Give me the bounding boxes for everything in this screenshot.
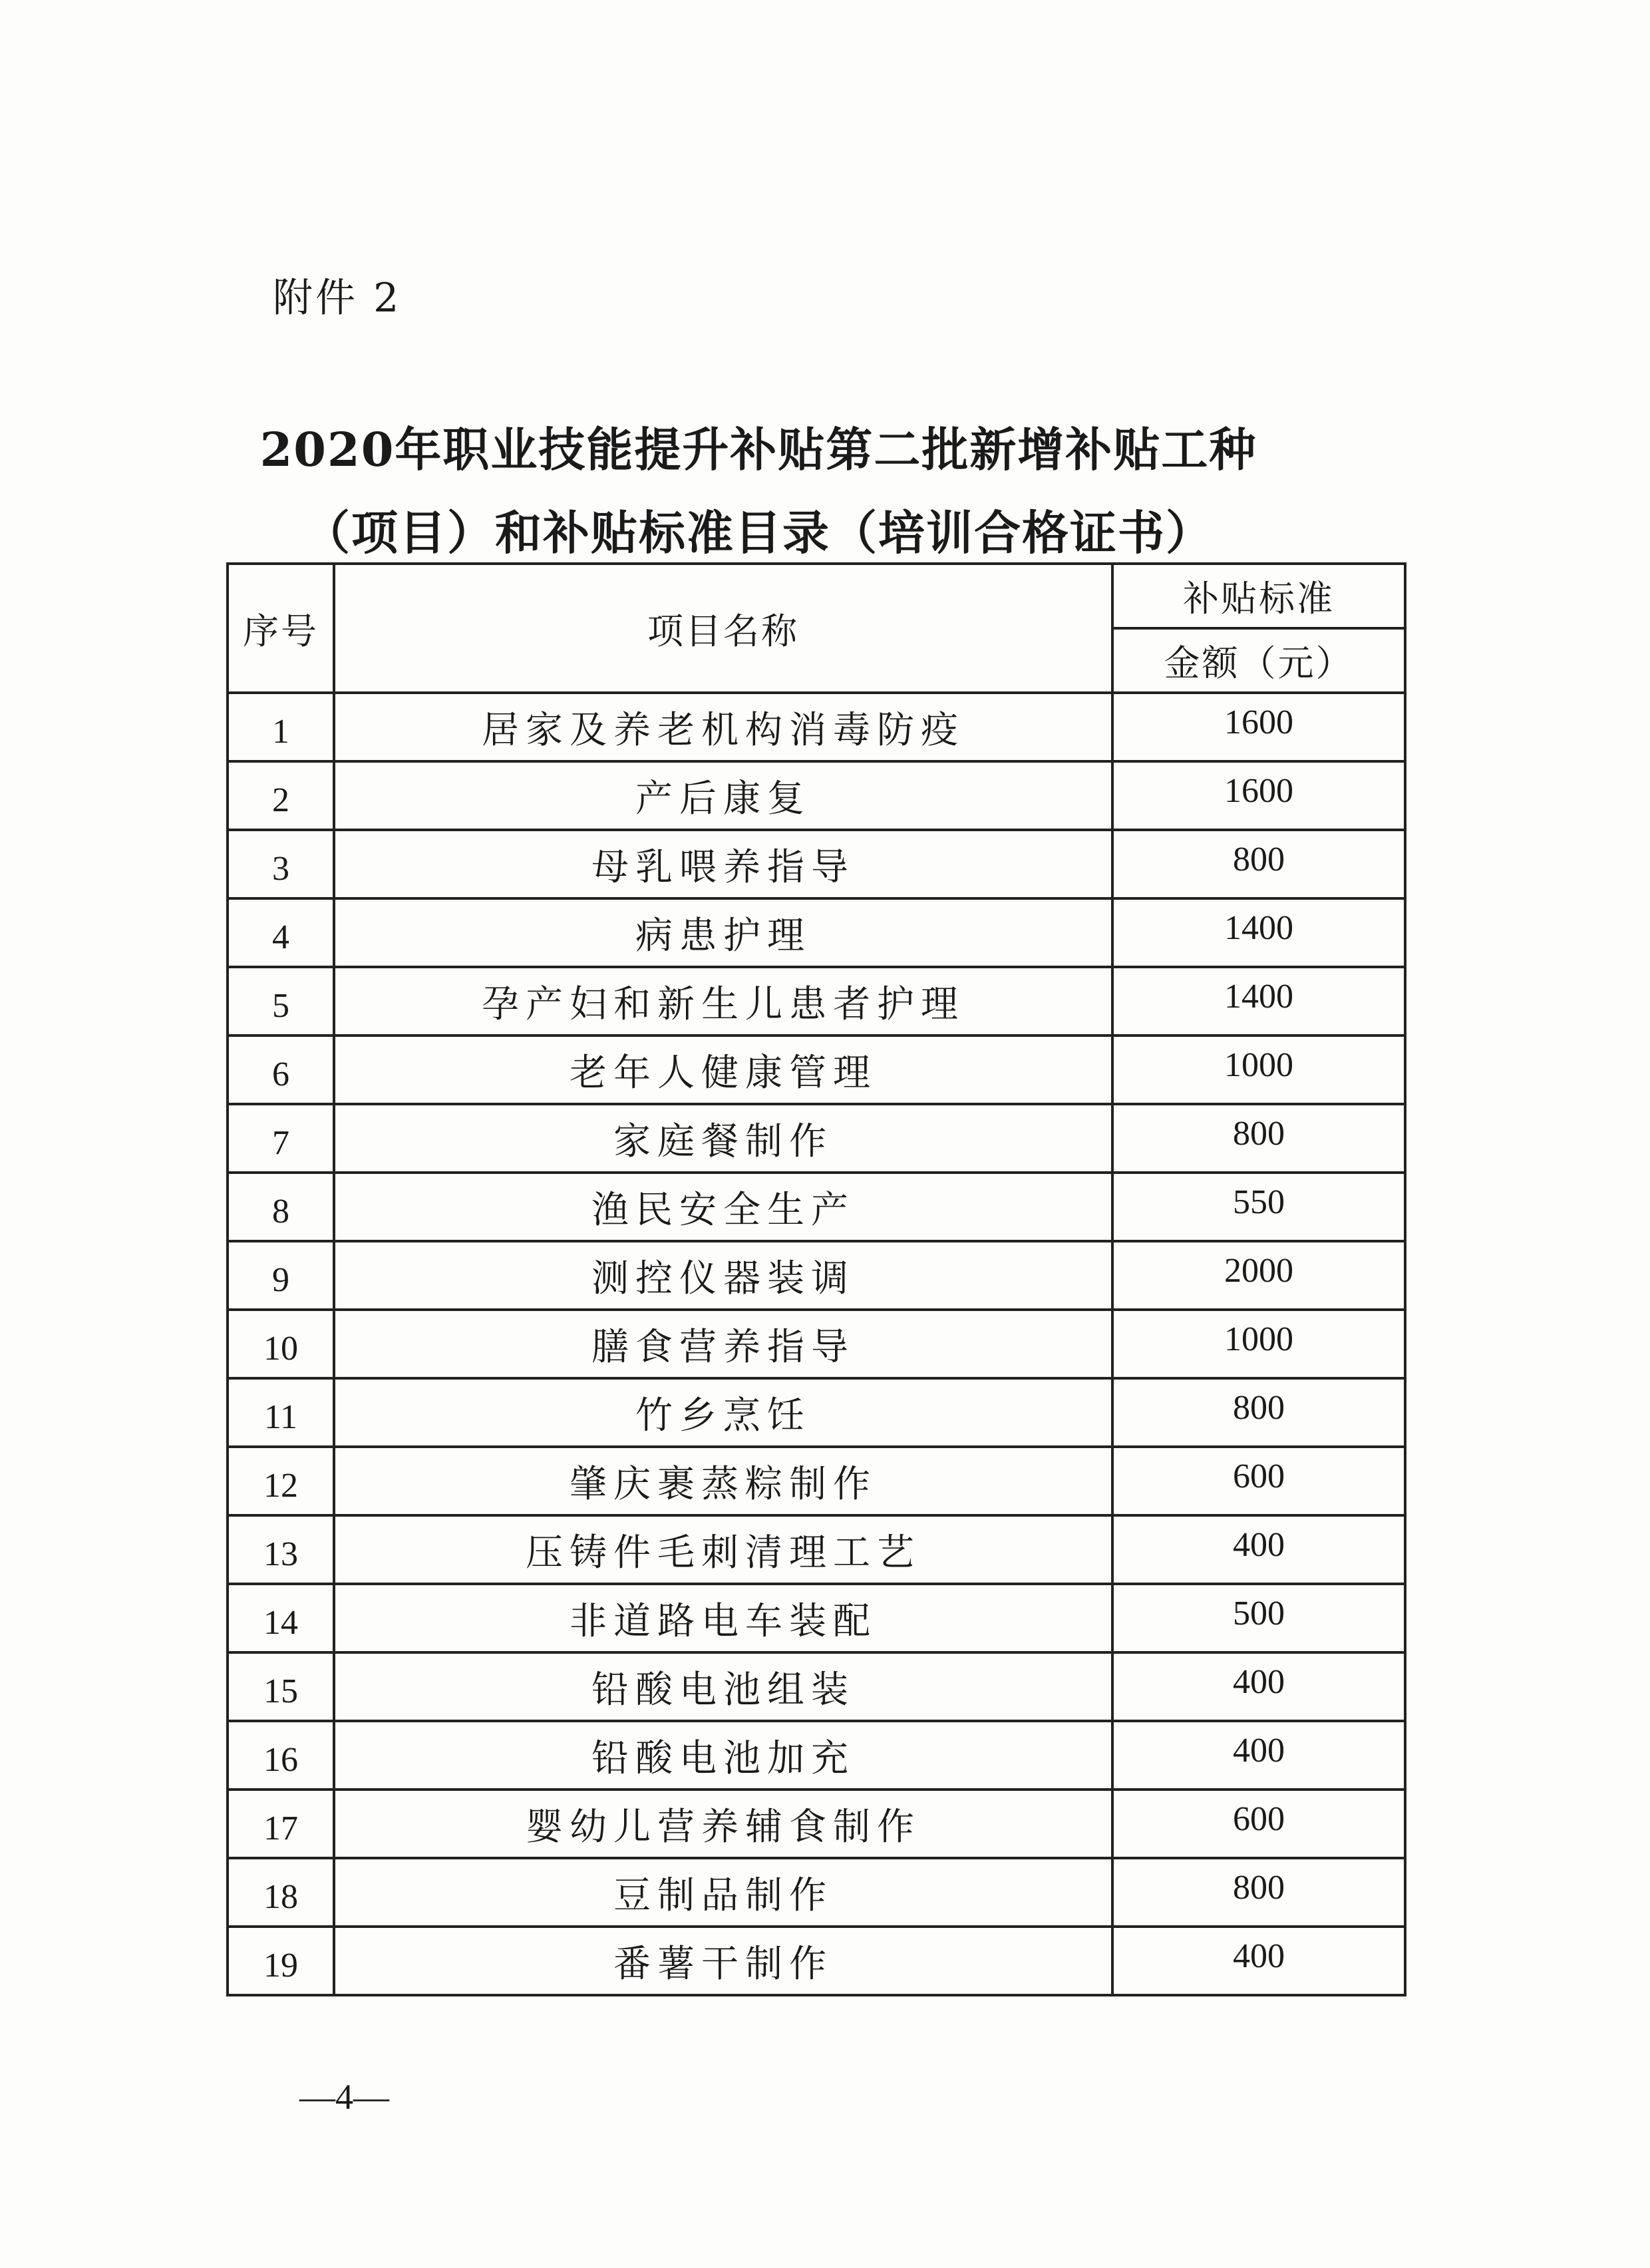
row-amount: 1400 xyxy=(1112,967,1405,1036)
table-row xyxy=(228,1241,1405,1310)
row-amount: 600 xyxy=(1112,1790,1405,1858)
table-row xyxy=(228,1310,1405,1378)
attachment-label: 附件 2 xyxy=(273,275,402,321)
row-serial-number: 13 xyxy=(228,1515,334,1584)
table-row xyxy=(228,1378,1405,1447)
row-item-name: 铅酸电池加充 xyxy=(334,1721,1112,1790)
table-body xyxy=(228,693,1405,1995)
header-serial-number: 序号 xyxy=(228,564,334,693)
row-serial-number: 19 xyxy=(228,1927,334,1995)
row-item-name: 肇庆裹蒸粽制作 xyxy=(334,1447,1112,1515)
row-serial-number: 7 xyxy=(228,1104,334,1173)
header-item-name: 项目名称 xyxy=(334,564,1112,693)
row-item-name: 产后康复 xyxy=(334,761,1112,830)
row-amount: 550 xyxy=(1112,1173,1405,1241)
row-amount: 2000 xyxy=(1112,1241,1405,1310)
row-item-name: 病患护理 xyxy=(334,898,1112,967)
table-row xyxy=(228,1858,1405,1927)
row-amount: 600 xyxy=(1112,1447,1405,1515)
page-number: —4— xyxy=(299,2077,389,2117)
document-title-line-2: （项目）和补贴标准目录（培训合格证书） xyxy=(303,505,1214,560)
row-amount: 800 xyxy=(1112,830,1405,898)
row-amount: 800 xyxy=(1112,1858,1405,1927)
row-serial-number: 9 xyxy=(228,1241,334,1310)
row-serial-number: 5 xyxy=(228,967,334,1036)
row-serial-number: 16 xyxy=(228,1721,334,1790)
table-row xyxy=(228,1790,1405,1858)
row-serial-number: 15 xyxy=(228,1652,334,1721)
row-item-name: 竹乡烹饪 xyxy=(334,1378,1112,1447)
header-subsidy-standard: 补贴标准 xyxy=(1112,564,1405,628)
subsidy-table xyxy=(226,562,1406,1996)
row-item-name: 老年人健康管理 xyxy=(334,1036,1112,1104)
row-serial-number: 4 xyxy=(228,898,334,967)
row-item-name: 压铸件毛刺清理工艺 xyxy=(334,1515,1112,1584)
table-header-row xyxy=(228,564,1405,628)
table-row xyxy=(228,1036,1405,1104)
row-item-name: 孕产妇和新生儿患者护理 xyxy=(334,967,1112,1036)
row-serial-number: 18 xyxy=(228,1858,334,1927)
row-item-name: 居家及养老机构消毒防疫 xyxy=(334,693,1112,761)
row-serial-number: 3 xyxy=(228,830,334,898)
table-row xyxy=(228,1515,1405,1584)
row-item-name: 番薯干制作 xyxy=(334,1927,1112,1995)
row-item-name: 家庭餐制作 xyxy=(334,1104,1112,1173)
row-serial-number: 1 xyxy=(228,693,334,761)
table-row xyxy=(228,1104,1405,1173)
table-row xyxy=(228,830,1405,898)
row-serial-number: 12 xyxy=(228,1447,334,1515)
row-item-name: 非道路电车装配 xyxy=(334,1584,1112,1652)
row-serial-number: 14 xyxy=(228,1584,334,1652)
row-amount: 1600 xyxy=(1112,761,1405,830)
table-row xyxy=(228,967,1405,1036)
row-serial-number: 10 xyxy=(228,1310,334,1378)
row-item-name: 渔民安全生产 xyxy=(334,1173,1112,1241)
document-title-line-1: 2020年职业技能提升补贴第二批新增补贴工种 xyxy=(259,422,1257,477)
row-amount: 1000 xyxy=(1112,1036,1405,1104)
row-amount: 400 xyxy=(1112,1515,1405,1584)
row-item-name: 婴幼儿营养辅食制作 xyxy=(334,1790,1112,1858)
table-row xyxy=(228,1173,1405,1241)
table-row xyxy=(228,898,1405,967)
table-row xyxy=(228,1721,1405,1790)
table-row xyxy=(228,693,1405,761)
row-item-name: 母乳喂养指导 xyxy=(334,830,1112,898)
row-item-name: 豆制品制作 xyxy=(334,1858,1112,1927)
table-row xyxy=(228,1652,1405,1721)
row-serial-number: 6 xyxy=(228,1036,334,1104)
row-item-name: 铅酸电池组装 xyxy=(334,1652,1112,1721)
row-amount: 1000 xyxy=(1112,1310,1405,1378)
row-amount: 800 xyxy=(1112,1104,1405,1173)
row-serial-number: 11 xyxy=(228,1378,334,1447)
row-amount: 1400 xyxy=(1112,898,1405,967)
row-serial-number: 8 xyxy=(228,1173,334,1241)
row-amount: 400 xyxy=(1112,1652,1405,1721)
header-amount: 金额（元） xyxy=(1112,628,1405,693)
row-serial-number: 17 xyxy=(228,1790,334,1858)
row-serial-number: 2 xyxy=(228,761,334,830)
row-amount: 400 xyxy=(1112,1721,1405,1790)
row-item-name: 膳食营养指导 xyxy=(334,1310,1112,1378)
table-row xyxy=(228,1447,1405,1515)
table-row xyxy=(228,761,1405,830)
table-row xyxy=(228,1584,1405,1652)
row-amount: 800 xyxy=(1112,1378,1405,1447)
table-row xyxy=(228,1927,1405,1995)
row-item-name: 测控仪器装调 xyxy=(334,1241,1112,1310)
row-amount: 1600 xyxy=(1112,693,1405,761)
row-amount: 500 xyxy=(1112,1584,1405,1652)
row-amount: 400 xyxy=(1112,1927,1405,1995)
